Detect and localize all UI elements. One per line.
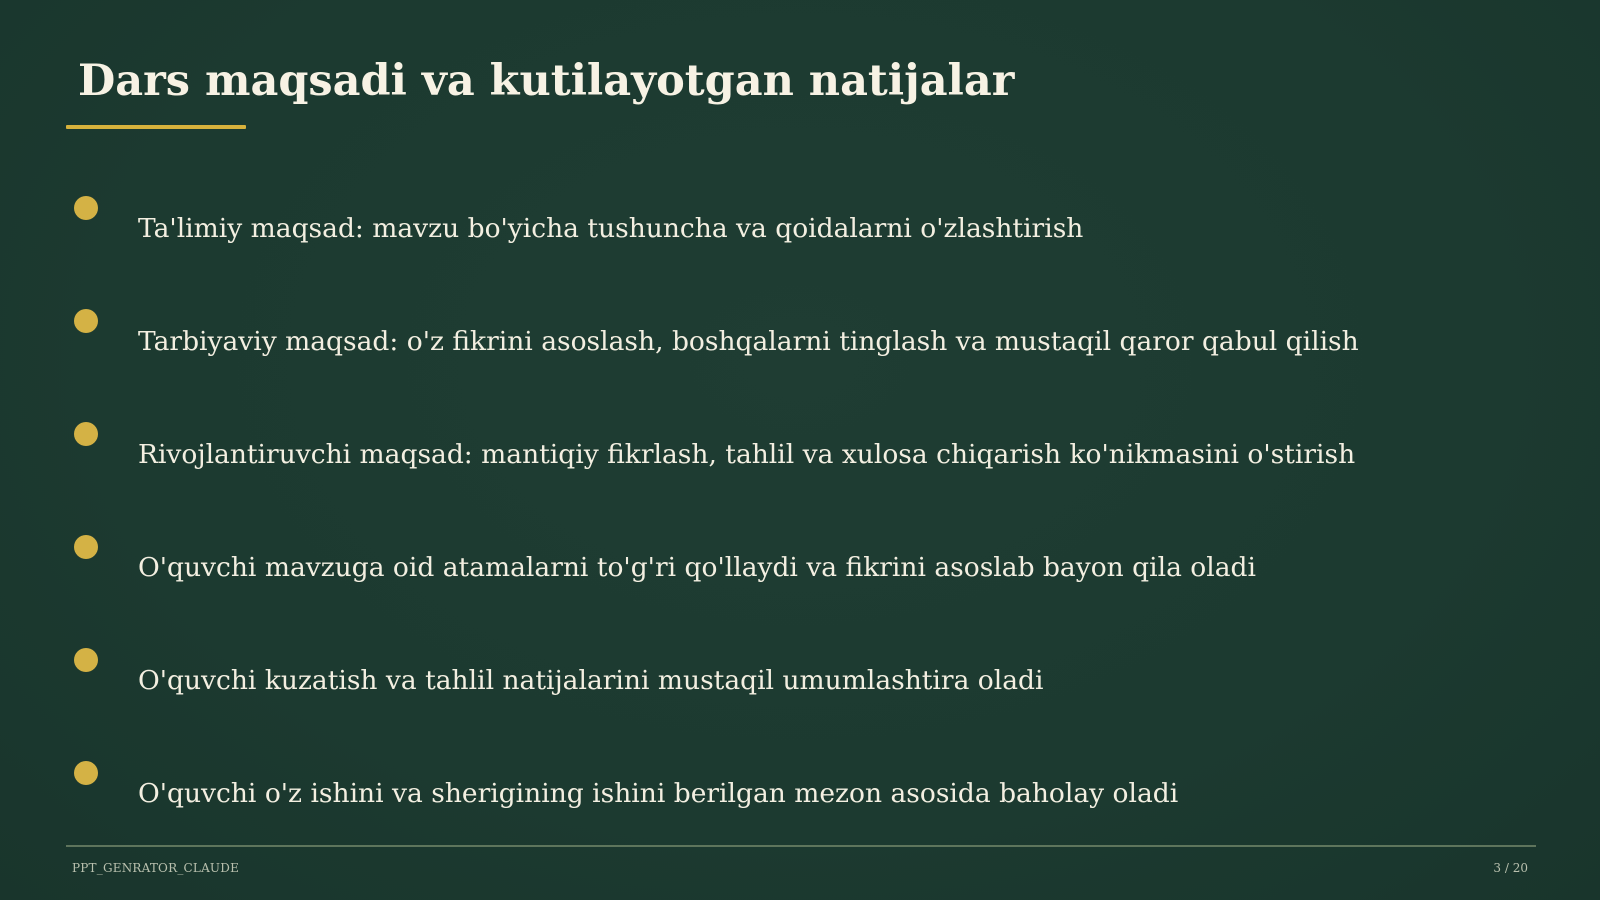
footer-brand-text: PPT_GENRATOR_CLAUDE [72, 861, 240, 875]
bullet-item [0, 648, 1600, 728]
bullet-item [0, 422, 1600, 502]
bullet-text: O'quvchi mavzuga oid atamalarni to'g'ri qo'llaydi va fikrini asoslab bayon qila oladi [138, 552, 1256, 583]
slide-title: Dars maqsadi va kutilayotgan natijalar [78, 56, 1015, 106]
bullet-dot-icon [74, 422, 98, 446]
bullet-text: Ta'limiy maqsad: mavzu bo'yicha tushuncha va qoidalarni o'zlashtirish [138, 213, 1084, 244]
page-indicator: 3 / 20 [1493, 861, 1528, 875]
bullet-dot-icon [74, 196, 98, 220]
bullet-text: O'quvchi o'z ishini va sherigining ishini berilgan mezon asosida baholay oladi [138, 778, 1179, 809]
bullet-dot-icon [74, 761, 98, 785]
bullet-dot-icon [74, 309, 98, 333]
bullet-item [0, 761, 1600, 841]
bullet-text: Tarbiyaviy maqsad: o'z fikrini asoslash, boshqalarni tinglash va mustaqil qaror qabul qilish [138, 326, 1359, 357]
bullet-text: O'quvchi kuzatish va tahlil natijalarini mustaqil umumlashtira oladi [138, 665, 1044, 696]
bullet-item [0, 196, 1600, 276]
bullet-item [0, 535, 1600, 615]
bullet-text: Rivojlantiruvchi maqsad: mantiqiy fikrlash, tahlil va xulosa chiqarish ko'nikmasini o'stirish [138, 439, 1356, 470]
footer-divider [66, 845, 1536, 847]
bullet-item [0, 309, 1600, 389]
bullet-dot-icon [74, 648, 98, 672]
bullet-dot-icon [74, 535, 98, 559]
